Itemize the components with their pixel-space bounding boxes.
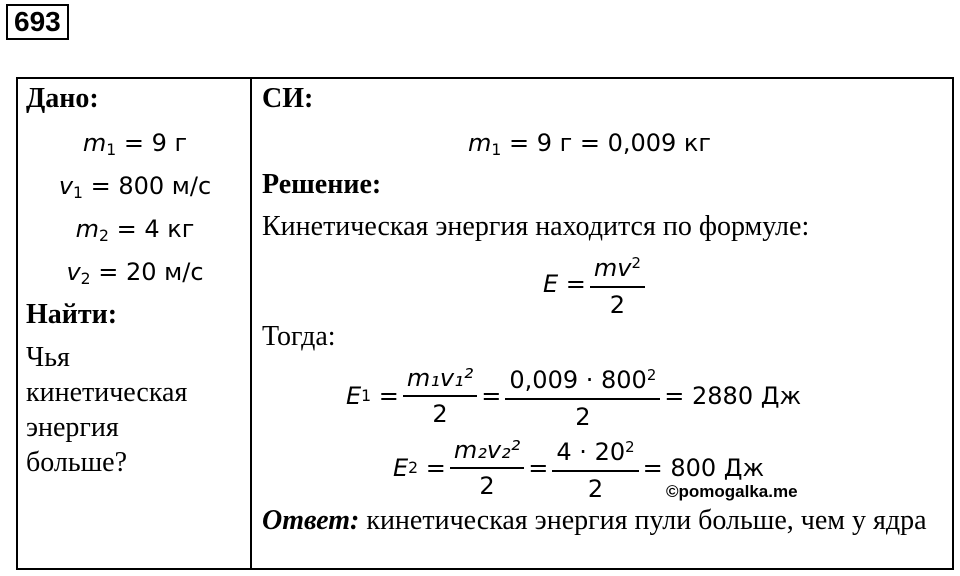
then-label: Тогда: <box>262 321 336 352</box>
column-divider <box>250 77 252 570</box>
answer-text: кинетическая энергия пули больше, чем у ядра <box>359 505 927 536</box>
solution-heading: Решение: <box>262 169 382 200</box>
given-m1: $m_1 = 9$ г <box>82 129 188 159</box>
find-line-4: больше? <box>26 447 128 478</box>
watermark: ©pomogalka.me <box>666 482 798 501</box>
find-line-3: энергия <box>26 412 119 443</box>
given-v1: $v_1 = 800$ м/с <box>58 172 212 202</box>
answer <box>262 503 946 539</box>
problem-number: 693 <box>6 4 69 40</box>
find-line-2: кинетическая <box>26 377 188 408</box>
find-heading: Найти: <box>26 299 118 330</box>
answer-label: Ответ: <box>262 505 360 536</box>
given-heading: Дано: <box>26 83 99 114</box>
solution-intro: Кинетическая энергия находится по формуле: <box>262 211 810 242</box>
given-v2: $v_2 = 20$ м/с <box>66 258 204 288</box>
si-conversion: $m_1 = 9$ г = 0,009 кг <box>468 129 712 159</box>
si-heading: СИ: <box>262 83 314 114</box>
find-line-1: Чья <box>26 342 70 373</box>
given-m2: $m_2 = 4$ кг <box>75 215 195 245</box>
e2-equation: E 2 = $\frac{\text{m₂v₂²}}{2}$ = $\frac{4 \cdot 20^2}{2}$ = 800 Дж <box>393 432 764 504</box>
e1-equation: E 1 = $\frac{\text{m₁v₁²}}{2}$ = $\frac{0,009 \cdot 800^2}{2}$ = 2880 Дж <box>346 360 801 432</box>
kinetic-energy-formula: E = $\frac{mv^2}{2}$ <box>543 248 649 320</box>
